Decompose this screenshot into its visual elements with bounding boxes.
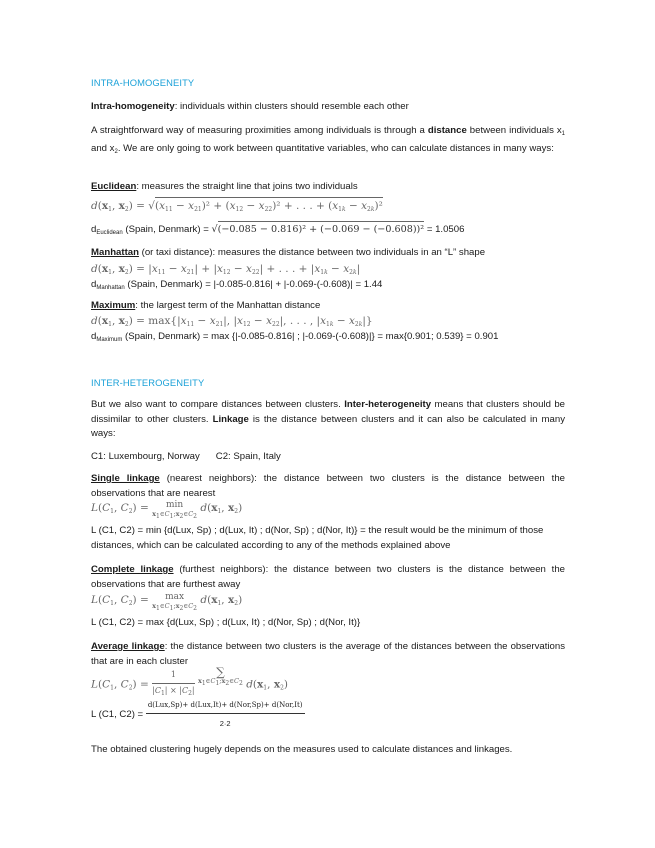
inter-p-e: is the distance between clusters and it can also be calculated in many ways:	[91, 413, 565, 440]
maximum-ex-sub: Maximum	[96, 337, 123, 343]
average-linkage-term: Average linkage	[91, 641, 165, 652]
intra-p1-sub2: 2	[114, 148, 118, 155]
cluster-c1: C1: Luxembourg, Norway	[91, 451, 200, 462]
intra-term: Intra-homogeneity	[91, 101, 175, 112]
intra-p1-c: between individuals x	[466, 125, 562, 136]
intra-definition-text: : individuals within clusters should resemble each other	[174, 101, 409, 112]
euclidean-text: : measures the straight line that joins two individuals	[136, 181, 358, 192]
single-linkage-term: Single linkage	[91, 473, 160, 484]
average-ex-fraction	[146, 698, 305, 731]
manhattan-text: (or taxi distance): measures the distance between two individuals in an “L” shape	[138, 247, 486, 258]
euclidean-definition	[91, 180, 565, 195]
complete-linkage-formula: $L(C_1$, $C_2$) = max $x_1\in C_1;x_2\in C_2$ $d(x_1$, $x_2$)	[91, 592, 243, 612]
maximum-example	[91, 330, 565, 348]
intra-p1-e: . We are only going to work between quantitative variables, who can calculate distances in many ways:	[117, 142, 554, 154]
inter-paragraph	[91, 398, 565, 442]
euclidean-ex-result: = 1.0506	[424, 224, 465, 235]
intra-p1-a: A straightforward way of measuring proximities among individuals is through a	[91, 125, 428, 136]
manhattan-ex-sub: Manhattan	[96, 285, 125, 291]
euclidean-ex-root: (−0.085 − 0.816)² + (−0.069 − (−0.608))²	[218, 221, 425, 238]
manhattan-ex-prefix: d	[91, 279, 97, 290]
maximum-formula: $d(x_1$, $x_2) = \max\{|x_{11} - x_{21}|$, $|x_{12} - x_{22}|$, . . . , $|x_{1k} - x_{2k}|$}	[91, 315, 373, 328]
manhattan-ex-text: (Spain, Denmark) = |-0.085-0.816| + |-0.069-(-0.608)| = 1.44	[124, 279, 383, 290]
complete-linkage-definition	[91, 563, 565, 592]
complete-linkage-term: Complete linkage	[91, 564, 174, 575]
euclidean-ex-sub: Euclidean	[96, 230, 123, 236]
average-linkage-definition	[91, 640, 565, 669]
intra-paragraph	[91, 124, 565, 159]
inter-p-term: Inter-heterogeneity	[344, 399, 432, 410]
manhattan-definition	[91, 246, 565, 261]
inter-p-c: means that clusters should be dissimilar to other clusters.	[91, 399, 565, 425]
euclidean-term: Euclidean	[91, 181, 137, 192]
average-ex-numerator: d(Lux,Sp)+ d(Lux,It)+ d(Nor,Sp)+ d(Nor,It)	[146, 698, 305, 714]
single-linkage-definition	[91, 472, 565, 501]
intra-p1-sub1: 1	[561, 131, 565, 137]
maximum-text: : the largest term of the Manhattan distance	[135, 300, 321, 311]
average-ex-prefix: L (C1, C2) =	[91, 709, 146, 721]
single-linkage-example: L (C1, C2) = min {d(Lux, Sp) ; d(Lux, It) ; d(Nor, Sp) ; d(Nor, It)} = the result would be the minimum of those distances, which can be calculated according to any of the methods explained above	[91, 525, 544, 551]
euclidean-ex-prefix: d	[91, 224, 97, 235]
average-linkage-formula: $L(C_1$, $C_2$) = $\frac{1}{|C_1| \times |C_2|}$ ∑ $x_1\in C_1;x_2\in C_2$ $d(x_1$, $x_2$)	[91, 665, 289, 697]
section-heading-intra: INTRA-HOMOGENEITY	[91, 77, 195, 88]
inter-p-linkage: Linkage	[212, 413, 249, 425]
intra-p1-distance: distance	[427, 125, 467, 136]
complete-linkage-text: (furthest neighbors): the distance between two clusters is the distance between the observations that are furthest away	[91, 564, 565, 590]
maximum-term: Maximum	[91, 300, 136, 311]
average-linkage-example	[91, 698, 565, 731]
maximum-ex-text: (Spain, Denmark) = max {|-0.085-0.816| ; |-0.069-(-0.608)|} = max{0.901; 0.539} = 0.901	[122, 331, 499, 342]
average-ex-denominator: 2·2	[219, 718, 231, 728]
inter-p-a: But we also want to compare distances between clusters.	[91, 399, 345, 410]
intra-definition	[91, 100, 565, 115]
cluster-list	[91, 450, 565, 465]
intra-p1-d: and x	[91, 142, 115, 154]
euclidean-example: $d_{Euclidean}$ (Spain, Denmark) = √(−0.085 − 0.816)² + (−0.069 − (−0.608))² = 1.0506	[91, 221, 565, 241]
manhattan-formula: $d(x_1$, $x_2) = |x_{11} - x_{21}| + |x_{12} - x_{22}|$ + . . . + $|x_{1k} - x_{2k}|$	[91, 263, 361, 276]
single-linkage-formula: $L(C_1$, $C_2$) = min $x_1\in C_1;x_2\in C_2$ $d(x_1$, $x_2$)	[91, 500, 243, 520]
maximum-ex-prefix: d	[91, 331, 97, 342]
euclidean-ex-args: (Spain, Denmark) =	[122, 224, 212, 235]
cluster-c2: C2: Spain, Italy	[215, 451, 281, 462]
section-heading-inter: INTER-HETEROGENEITY	[91, 377, 205, 388]
conclusion: The obtained clustering hugely depends on the measures used to calculate distances and linkages.	[91, 744, 513, 755]
average-linkage-text: : the distance between two clusters is the average of the distances between the observations that are in each cluster	[91, 641, 565, 667]
single-linkage-text: (nearest neighbors): the distance between two clusters is the distance between the observations that are nearest	[91, 473, 566, 499]
maximum-definition	[91, 299, 565, 314]
manhattan-example	[91, 278, 565, 296]
euclidean-formula: $d(x_1$, $x_2) = √(x_{11} - x_{21})^2 + (x_{12} - x_{22})^2$ + . . . + $(x_{1k} - x_{2k})^2$	[91, 197, 565, 218]
complete-linkage-example: L (C1, C2) = max {d(Lux, Sp) ; d(Lux, It) ; d(Nor, Sp) ; d(Nor, It)}	[91, 617, 361, 628]
manhattan-term: Manhattan	[91, 247, 139, 258]
